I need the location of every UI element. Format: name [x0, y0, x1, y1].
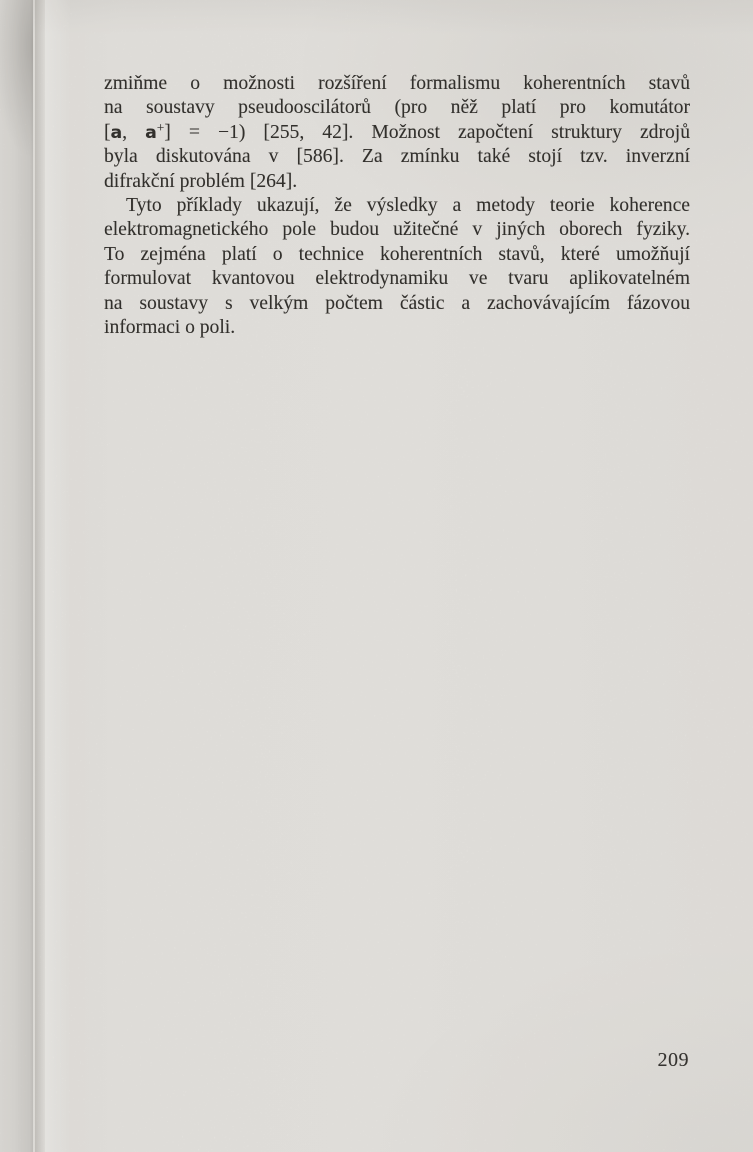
text-line	[104, 96, 690, 120]
line-text: [	[104, 121, 111, 143]
text-line	[104, 170, 690, 194]
text-line	[104, 218, 690, 242]
text-line	[104, 194, 690, 218]
crease-highlight	[45, 0, 71, 1152]
paragraph-2	[104, 194, 690, 340]
line-text: zmiňme o možnosti rozšíření formalismu koherentních stavů	[104, 73, 690, 94]
text-line-commutator	[104, 121, 690, 145]
text-line	[104, 316, 690, 340]
crease-shadow	[35, 0, 45, 1152]
line-text: To zejména platí o technice koherentních stavů, které umožňují	[104, 243, 690, 265]
text-line	[104, 292, 690, 316]
book-gutter-edge	[0, 0, 33, 1152]
line-text: elektromagnetického pole budou užitečné v jiných oborech fyziky.	[104, 219, 690, 241]
page-number: 209	[657, 1049, 689, 1071]
paragraph-1	[104, 72, 690, 194]
line-text: ,	[122, 121, 146, 143]
line-text: informaci o poli.	[104, 316, 236, 338]
line-text: na soustavy pseudooscilátorů (pro něž platí pro komutátor	[104, 97, 690, 119]
line-text: na soustavy s velkým počtem částic a zachovávajícím fázovou	[104, 292, 690, 314]
commutator-a-dagger: a	[145, 122, 157, 143]
text-line	[104, 72, 690, 96]
line-text: formulovat kvantovou elektrodynamiku ve tvaru aplikovatelném	[104, 268, 690, 290]
text-line	[104, 243, 690, 267]
commutator-a: a	[110, 122, 123, 143]
text-block	[104, 72, 690, 340]
line-text: ] = −1) [255, 42]. Možnost započtení struktury zdrojů	[164, 121, 690, 143]
line-text: byla diskutována v [586]. Za zmínku také stojí tzv. inverzní	[104, 146, 690, 168]
line-text: difrakční problém [264].	[104, 170, 298, 192]
text-line	[104, 267, 690, 291]
line-text: Tyto příklady ukazují, že výsledky a metody teorie koherence	[126, 194, 690, 216]
text-line	[104, 145, 690, 169]
superscript-plus: +	[156, 120, 165, 136]
